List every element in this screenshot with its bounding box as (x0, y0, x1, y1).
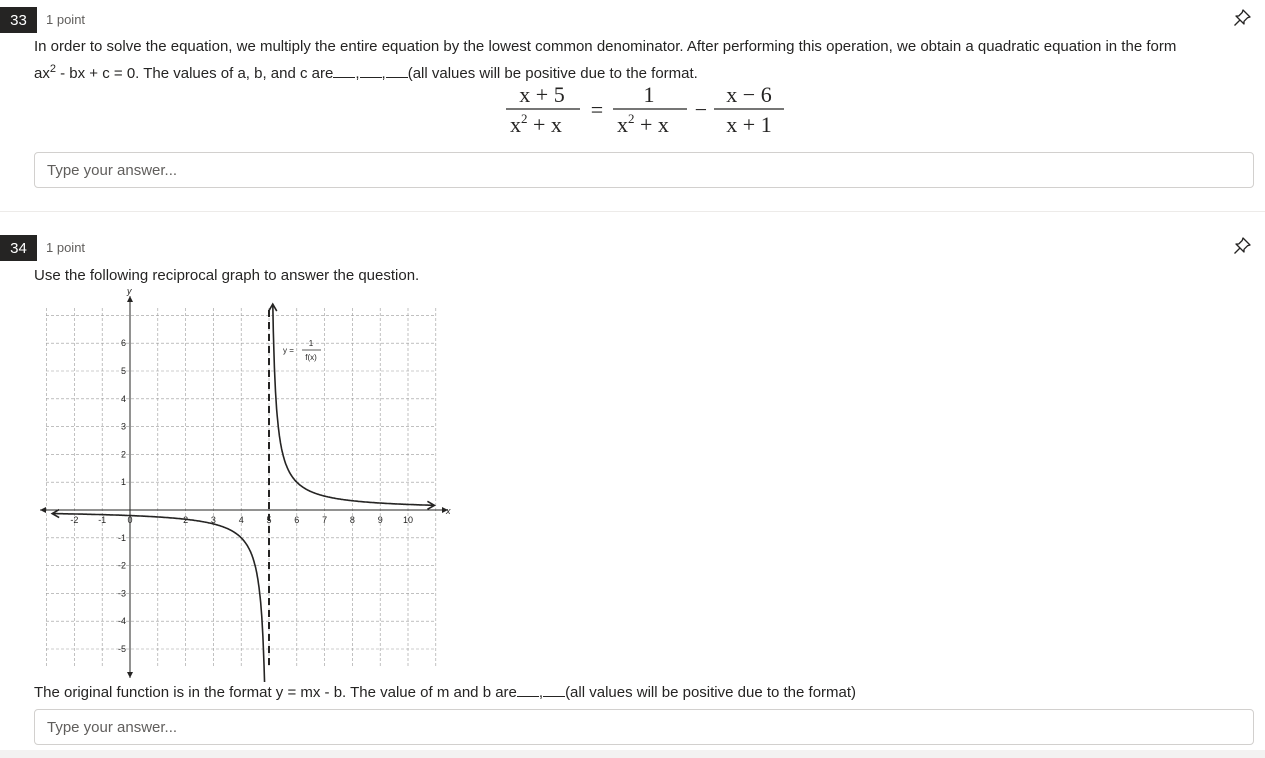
equation (500, 80, 800, 140)
x-tick-label: -1 (98, 515, 107, 525)
curve-label (283, 339, 321, 362)
question-text-34: Use the following reciprocal graph to answer the question. (34, 267, 420, 284)
curve-label-denominator: f(x) (305, 353, 317, 362)
x-axis-arrow-left (40, 507, 46, 513)
question-points-33: 1 point (46, 12, 86, 27)
x-tick-label: 6 (294, 515, 300, 525)
x-tick-label: 2 (183, 515, 189, 525)
x-axis-label: x (446, 506, 451, 516)
rhs1-numerator: 1 (643, 82, 655, 107)
y-tick-label: 6 (120, 338, 126, 349)
graph-axes (40, 296, 448, 678)
blank-b (360, 65, 382, 78)
curve-left-branch (52, 514, 265, 682)
answer-input-33[interactable] (34, 152, 1254, 188)
q33-note: (all values will be positive due to the format. (407, 65, 698, 82)
graph-grid (46, 308, 436, 668)
blank-b2 (543, 684, 565, 697)
graph-tick-labels (70, 338, 413, 654)
lhs-denominator: $x^2 + x$ (510, 111, 562, 137)
x-tick-label: 4 (238, 515, 244, 525)
y-tick-label: 4 (120, 393, 126, 404)
y-axis-arrow (127, 296, 133, 302)
question-text-33 (34, 36, 1259, 85)
y-tick-label: 2 (120, 449, 126, 460)
pin-icon[interactable] (1232, 8, 1252, 28)
q33-exponent: 2 (49, 63, 56, 75)
y-tick-label: 1 (120, 477, 126, 488)
curve-label-numerator: 1 (308, 339, 314, 348)
page-bottom-strip (0, 750, 1265, 758)
question-divider (0, 211, 1265, 212)
y-tick-label: -4 (117, 616, 126, 627)
y-axis-label: y (127, 286, 132, 296)
y-tick-label: -3 (117, 588, 126, 599)
minus-sign: − (694, 97, 708, 122)
x-tick-label: 7 (322, 515, 328, 525)
x-tick-label: 10 (402, 515, 414, 525)
q33-ax: ax (34, 65, 50, 82)
x-tick-label: 5 (266, 515, 272, 525)
x-tick-label: 3 (210, 515, 216, 525)
q34-prompt-a: The original function is in the format y = mx - b. The value of m and b are (34, 684, 517, 701)
x-tick-label: -2 (70, 515, 79, 525)
question-points-34: 1 point (46, 240, 86, 255)
pin-icon[interactable] (1232, 236, 1252, 256)
question-text-33-line2: $ax^2$ - bx + c = 0. The values of a, b, and c are , , (all values will be positive due to the format. (34, 63, 698, 82)
question-number-34: 34 (0, 235, 37, 261)
answer-input-34[interactable] (34, 709, 1254, 745)
q33-form: - bx + c = 0. The values of a, b, and c are (55, 65, 334, 82)
blank-c (386, 65, 408, 78)
reciprocal-graph (36, 286, 456, 682)
x-tick-label: 9 (377, 515, 383, 525)
y-axis-arrow-down (127, 672, 133, 678)
blank-a (333, 65, 355, 78)
rhs1-denominator: $x^2 + x$ (617, 111, 669, 137)
y-tick-label: 5 (120, 366, 126, 376)
curve-label-prefix: y = (283, 346, 294, 355)
y-tick-label: -5 (117, 644, 126, 654)
q34-prompt-b: (all values will be positive due to the format) (565, 684, 857, 701)
y-tick-label: -2 (117, 560, 126, 571)
y-tick-label: -1 (117, 532, 126, 543)
rhs2-denominator: x + 1 (726, 112, 772, 137)
rhs2-numerator: x − 6 (726, 82, 772, 107)
x-tick-label: 8 (349, 515, 355, 525)
question-number-33: 33 (0, 7, 37, 33)
blank-m (517, 684, 539, 697)
question-34-prompt: The original function is in the format y = mx - b. The value of m and b are , (all values will be positive due to the format) (34, 684, 857, 701)
equals-sign: = (590, 97, 604, 122)
lhs-numerator: x + 5 (519, 82, 565, 107)
curve-arrowheads (52, 304, 434, 682)
y-tick-label: 3 (120, 421, 126, 432)
question-text-33-line1: In order to solve the equation, we multiply the entire equation by the lowest common denominator. After performing this operation, we obtain a quadratic equation in the form (34, 38, 1177, 55)
x-tick-label: 0 (127, 515, 133, 525)
